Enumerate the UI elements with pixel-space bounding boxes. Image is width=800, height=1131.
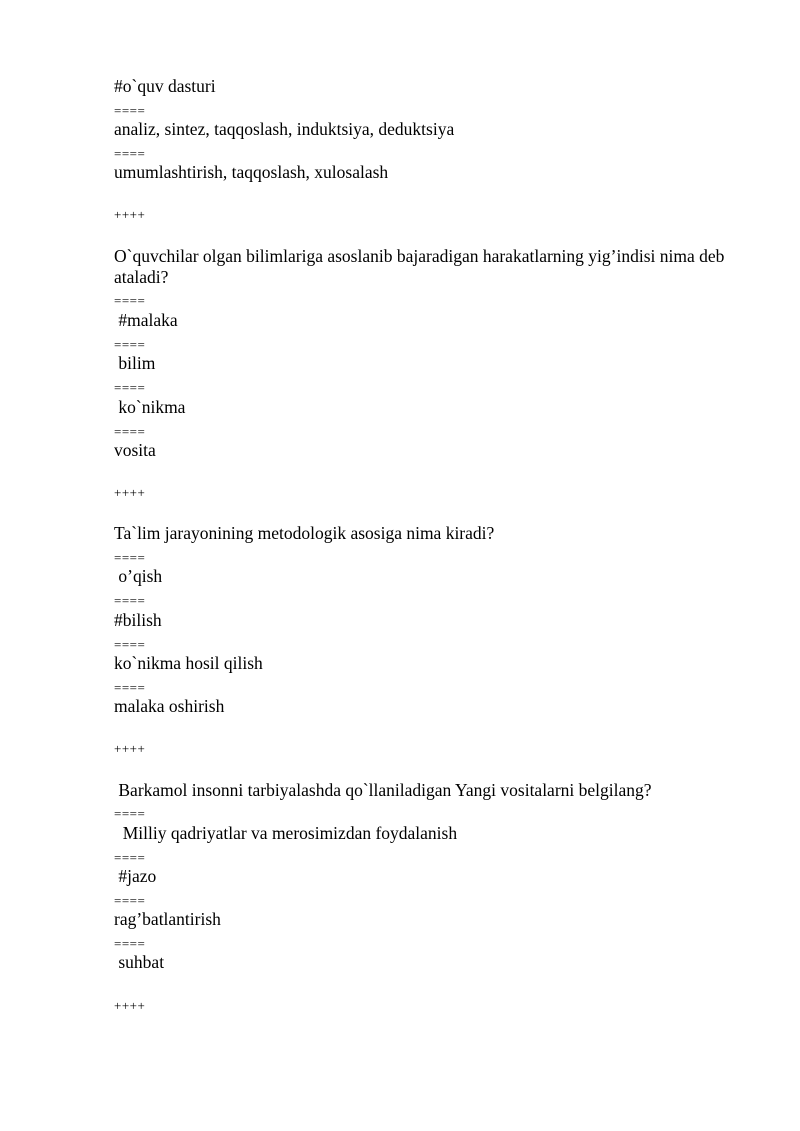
question-text: O`quvchilar olgan bilimlariga asoslanib bajaradigan harakatlarning yig’indisi nima deb ataladi? — [114, 246, 729, 287]
answer-option: #bilish — [114, 610, 162, 630]
separator: ==== — [114, 637, 146, 652]
answer-option: analiz, sintez, taqqoslash, induktsiya, deduktsiya — [114, 119, 455, 139]
block-separator: ++++ — [114, 207, 146, 222]
block-separator: ++++ — [114, 485, 146, 500]
answer-option: suhbat — [114, 952, 165, 972]
separator: ==== — [114, 936, 146, 951]
block-separator: ++++ — [114, 998, 146, 1013]
separator: ==== — [114, 146, 146, 161]
separator: ==== — [114, 424, 146, 439]
answer-option: #jazo — [114, 866, 157, 886]
separator: ==== — [114, 103, 146, 118]
answer-option: malaka oshirish — [114, 696, 225, 716]
answer-option: #malaka — [114, 310, 178, 330]
answer-option: vosita — [114, 440, 156, 460]
block-separator: ++++ — [114, 741, 146, 756]
answer-option: #o`quv dasturi — [114, 76, 216, 96]
answer-option: o’qish — [114, 566, 163, 586]
separator: ==== — [114, 550, 146, 565]
answer-option: ko`nikma — [114, 397, 186, 417]
separator: ==== — [114, 337, 146, 352]
answer-option: rag’batlantirish — [114, 909, 221, 929]
separator: ==== — [114, 850, 146, 865]
separator: ==== — [114, 680, 146, 695]
question-text: Barkamol insonni tarbiyalashda qo`llaniladigan Yangi vositalarni belgilang? — [114, 780, 652, 800]
separator: ==== — [114, 893, 146, 908]
separator: ==== — [114, 293, 146, 308]
question-text: Ta`lim jarayonining metodologik asosiga nima kiradi? — [114, 523, 495, 543]
answer-option: Milliy qadriyatlar va merosimizdan foydalanish — [114, 823, 458, 843]
separator: ==== — [114, 593, 146, 608]
separator: ==== — [114, 806, 146, 821]
answer-option: umumlashtirish, taqqoslash, xulosalash — [114, 162, 389, 182]
answer-option: bilim — [114, 353, 156, 373]
separator: ==== — [114, 380, 146, 395]
answer-option: ko`nikma hosil qilish — [114, 653, 263, 673]
